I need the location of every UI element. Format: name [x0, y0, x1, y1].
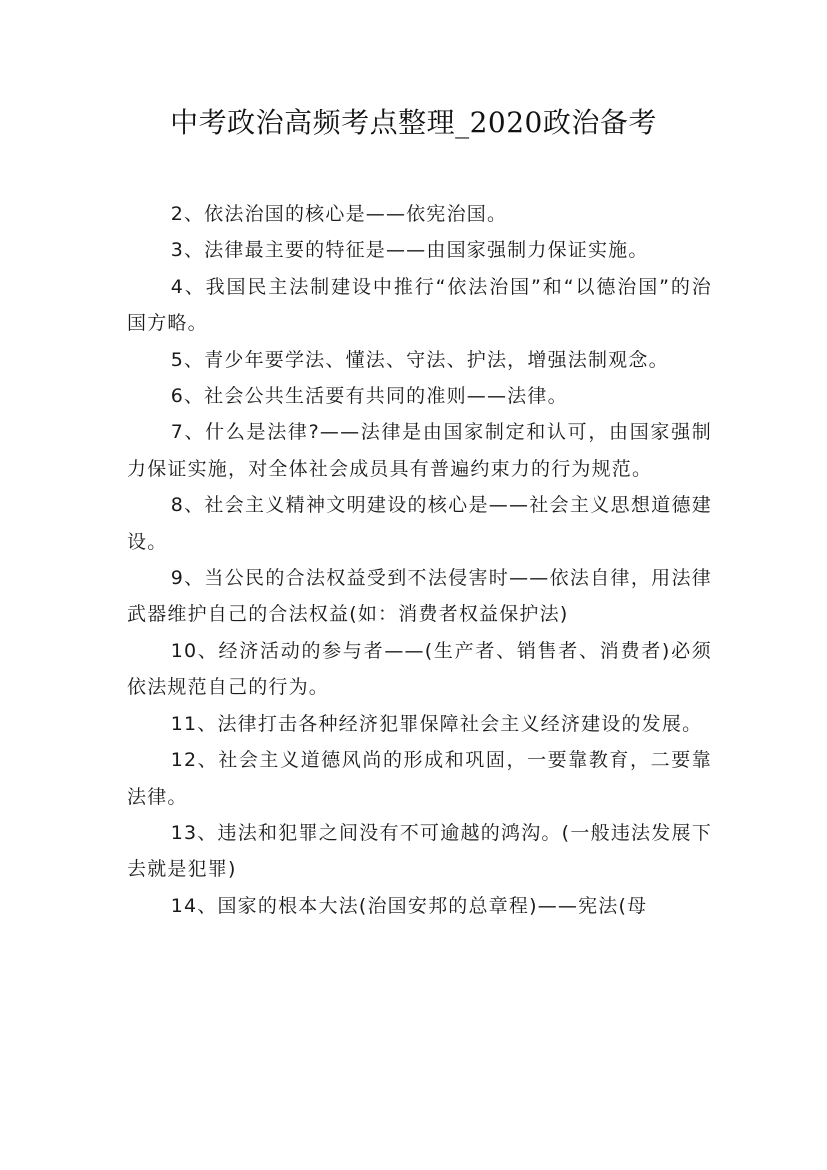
paragraph: 4、我国民主法制建设中推行“依法治国”和“以德治国”的治国方略。 — [127, 275, 712, 335]
paragraph: 12、社会主义道德风尚的形成和巩固，一要靠教育，二要靠法律。 — [127, 749, 712, 808]
paragraph: 6、社会公共生活要有共同的准则——法律。 — [170, 385, 568, 408]
paragraph: 14、国家的根本大法(治国安邦的总章程)——宪法(母 — [170, 894, 648, 917]
document-title: 中考政治高频考点整理_2020政治备考 — [170, 106, 657, 139]
paragraph: 2、依法治国的核心是——依宪治国。 — [170, 203, 508, 225]
paragraph: 11、法律打击各种经济犯罪保障社会主义经济建设的发展。 — [170, 712, 703, 735]
paragraph: 13、违法和犯罪之间没有不可逾越的鸿沟。(一般违法发展下去就是犯罪) — [127, 821, 712, 881]
paragraph: 5、青少年要学法、懂法、守法、护法，增强法制观念。 — [170, 348, 669, 371]
paragraph: 3、法律最主要的特征是——由国家强制力保证实施。 — [170, 239, 649, 262]
paragraph: 8、社会主义精神文明建设的核心是——社会主义思想道德建设。 — [127, 494, 712, 553]
paragraph: 9、当公民的合法权益受到不法侵害时——依法自律，用法律武器维护自己的合法权益(如：消费者权益保护法) — [127, 567, 712, 626]
document-body — [127, 196, 712, 924]
paragraph: 10、经济活动的参与者——(生产者、销售者、消费者)必须依法规范自己的行为。 — [127, 639, 712, 699]
paragraph: 7、什么是法律?——法律是由国家制定和认可，由国家强制力保证实施，对全体社会成员具有普遍约束力的行为规范。 — [127, 421, 712, 480]
